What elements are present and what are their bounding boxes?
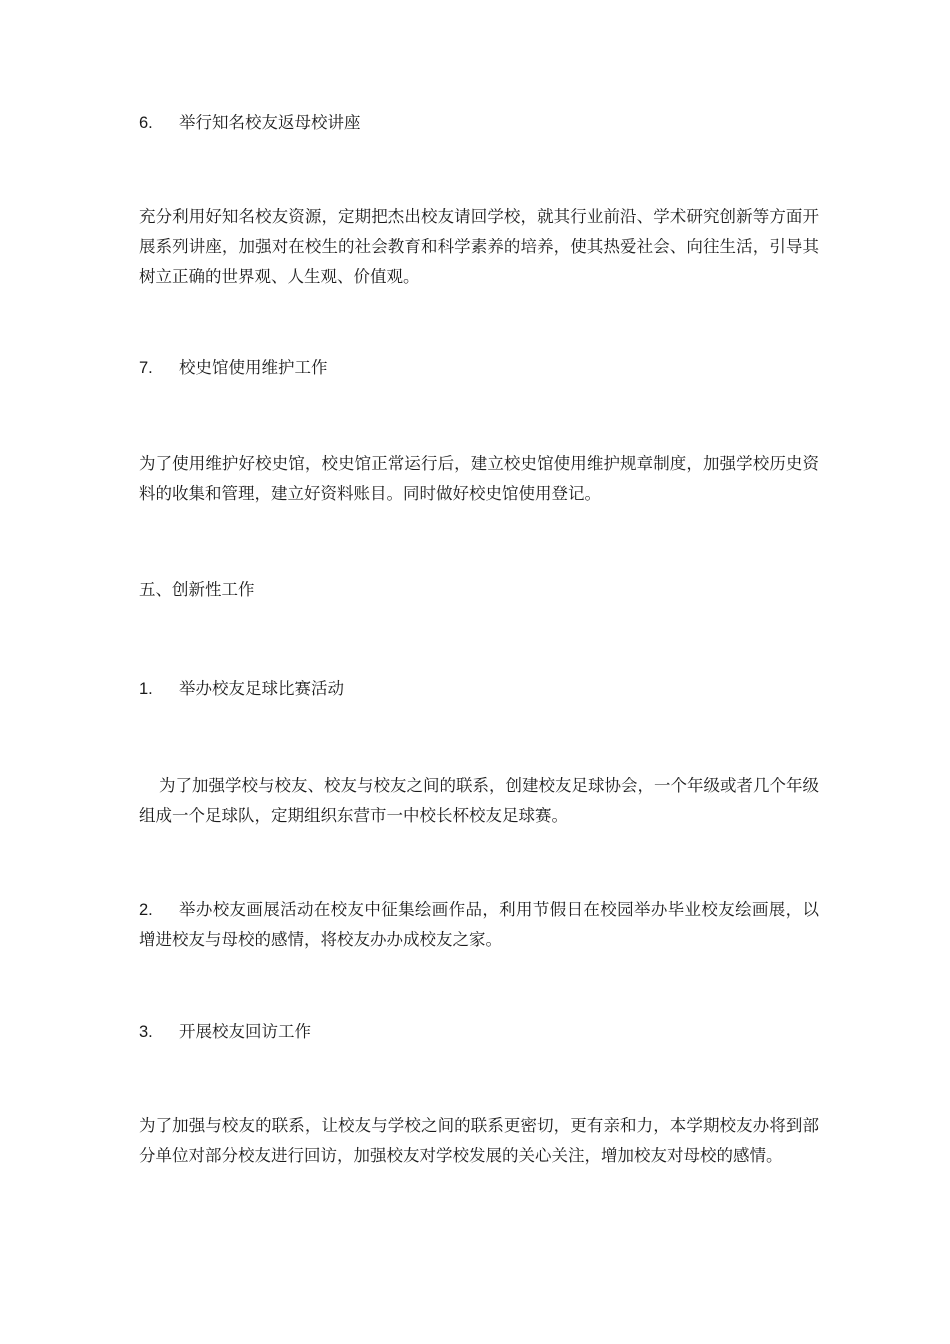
heading-7 — [139, 357, 819, 379]
heading-3 — [139, 1021, 819, 1043]
heading-title: 开展校友回访工作 — [179, 1022, 311, 1041]
heading-number: 1. — [139, 680, 153, 698]
heading-number: 2. — [139, 901, 153, 919]
heading-title: 校史馆使用维护工作 — [179, 358, 328, 377]
heading-section-5 — [139, 579, 819, 601]
paragraph-history-museum: 为了使用维护好校史馆，校史馆正常运行后，建立校史馆使用维护规章制度，加强学校历史资料的收集和管理，建立好资料账目。同时做好校史馆使用登记。 — [139, 454, 819, 503]
paragraph-revisit: 为了加强与校友的联系，让校友与学校之间的联系更密切，更有亲和力，本学期校友办将到部分单位对部分校友进行回访，加强校友对学校发展的关心关注，增加校友对母校的感情。 — [139, 1116, 819, 1165]
heading-number: 6. — [139, 114, 153, 132]
heading-1 — [139, 678, 819, 700]
heading-title: 五、创新性工作 — [139, 580, 255, 599]
heading-number: 7. — [139, 359, 153, 377]
heading-title: 举行知名校友返母校讲座 — [179, 113, 361, 132]
heading-6 — [139, 112, 819, 134]
heading-2 — [139, 895, 819, 955]
heading-title: 举办校友画展活动在校友中征集绘画作品，利用节假日在校园举办毕业校友绘画展，以增进校友与母校的感情，将校友办办成校友之家。 — [139, 900, 819, 949]
paragraph-football: 为了加强学校与校友、校友与校友之间的联系，创建校友足球协会，一个年级或者几个年级组成一个足球队，定期组织东营市一中校长杯校友足球赛。 — [139, 776, 819, 825]
heading-title: 举办校友足球比赛活动 — [179, 679, 344, 698]
paragraph-lecture: 充分利用好知名校友资源，定期把杰出校友请回学校，就其行业前沿、学术研究创新等方面开展系列讲座，加强对在校生的社会教育和科学素养的培养，使其热爱社会、向往生活，引导其树立正确的世界观、人生观、价值观。 — [139, 207, 819, 286]
heading-number: 3. — [139, 1023, 153, 1041]
